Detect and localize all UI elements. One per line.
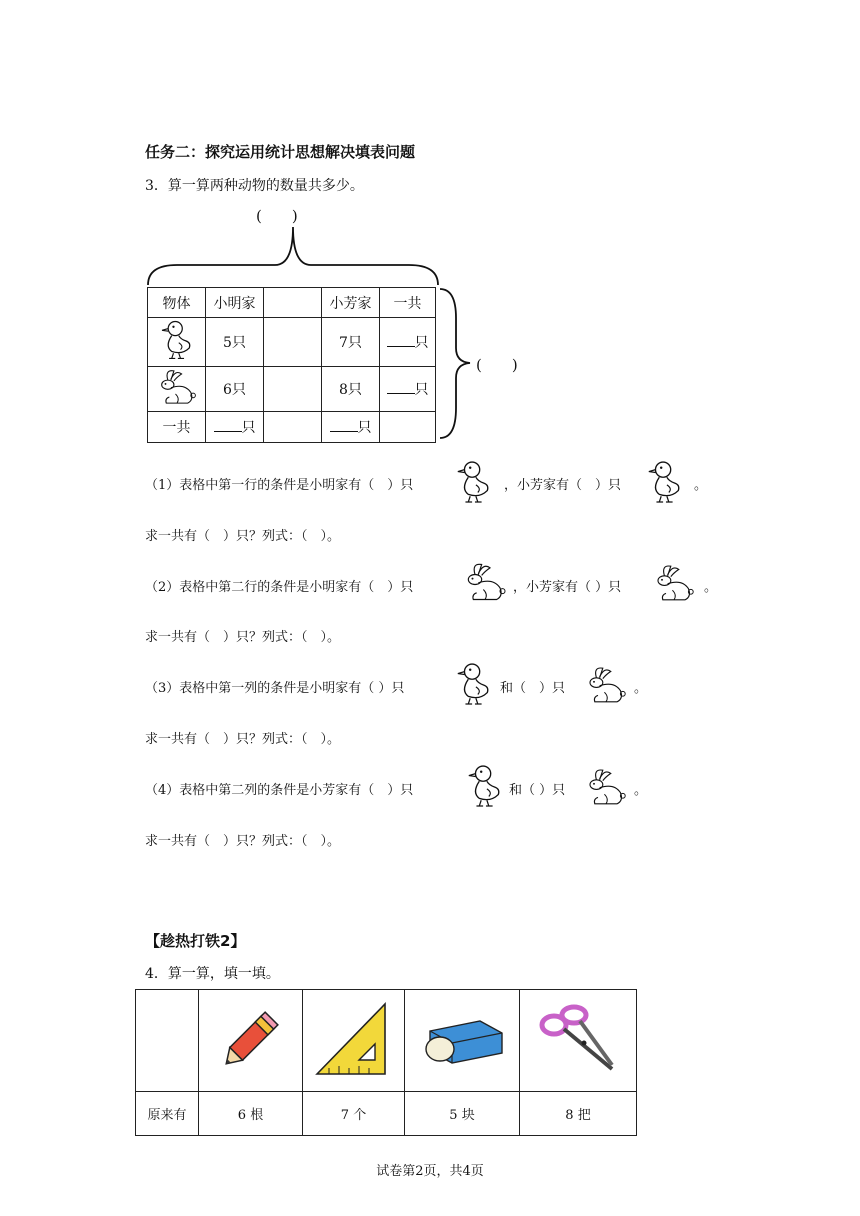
total-xiaofang[interactable]: 只 xyxy=(322,412,380,443)
rabbit-xiaofang: 8只 xyxy=(322,367,380,412)
header-object: 物体 xyxy=(148,288,206,318)
animal-count-table xyxy=(147,287,436,443)
total-xiaoming[interactable]: 只 xyxy=(206,412,264,443)
sub-question-4: （4）表格中第二列的条件是小芳家有（ ）只 xyxy=(145,783,414,798)
rabbit-total[interactable]: 只 xyxy=(380,367,436,412)
sub-question-1: （1）表格中第一行的条件是小明家有（ ）只 xyxy=(145,478,414,493)
scissors-icon xyxy=(538,1003,618,1075)
header-xiaoming: 小明家 xyxy=(206,288,264,318)
duck-total[interactable]: 只 xyxy=(380,318,436,367)
rabbit-icon xyxy=(460,560,510,604)
question-4: 4．算一算，填一填。 xyxy=(145,966,280,982)
rabbit-icon xyxy=(650,562,698,604)
sub-question-1-b: ，小芳家有（ ）只 xyxy=(504,478,622,493)
sub-question-4-b: 和（ ）只 xyxy=(509,783,566,798)
row-label-original: 原来有 xyxy=(136,1092,199,1136)
sub-question-1-ask: 求一共有（ ）只？列式：（ ）。 xyxy=(145,529,341,544)
duck-xiaoming: 5只 xyxy=(206,318,264,367)
period: 。 xyxy=(634,783,648,798)
sub-question-2-b: ，小芳家有（ ）只 xyxy=(513,580,622,595)
top-brace-icon xyxy=(147,225,439,287)
duck-cell xyxy=(148,318,206,367)
stationery-table xyxy=(135,989,637,1136)
period: 。 xyxy=(694,478,708,493)
sub-question-2-ask: 求一共有（ ）只？列式：（ ）。 xyxy=(145,630,341,645)
period: 。 xyxy=(634,681,648,696)
sub-question-2: （2）表格中第二行的条件是小明家有（ ）只 xyxy=(145,580,414,595)
rabbit-cell xyxy=(148,367,206,412)
total-row-label: 一共 xyxy=(148,412,206,443)
duck-xiaofang: 7只 xyxy=(322,318,380,367)
rabbit-icon xyxy=(582,766,630,808)
pencil-count: 6 根 xyxy=(199,1092,303,1136)
triangle-ruler-icon xyxy=(313,1000,395,1078)
duck-icon xyxy=(159,318,195,362)
duck-icon xyxy=(455,660,493,708)
scissors-cell xyxy=(520,990,637,1092)
sub-question-3-b: 和（ ）只 xyxy=(500,681,566,696)
duck-empty xyxy=(264,318,322,367)
scissors-count: 8 把 xyxy=(520,1092,637,1136)
eraser-cell xyxy=(405,990,520,1092)
total-empty xyxy=(264,412,322,443)
section-title: 任务二：探究运用统计思想解决填表问题 xyxy=(145,143,416,161)
rabbit-icon xyxy=(582,664,630,706)
header-xiaofang: 小芳家 xyxy=(322,288,380,318)
header-total: 一共 xyxy=(380,288,436,318)
header-empty xyxy=(264,288,322,318)
rabbit-icon xyxy=(154,367,200,407)
duck-icon xyxy=(466,762,504,810)
pencil-icon xyxy=(216,1006,286,1072)
sub-question-4-ask: 求一共有（ ）只？列式：（ ）。 xyxy=(145,834,341,849)
practice-title: 【趁热打铁2】 xyxy=(145,932,246,950)
duck-icon xyxy=(455,458,493,506)
right-brace-icon xyxy=(438,288,472,440)
sub-question-3: （3）表格中第一列的条件是小明家有（ ）只 xyxy=(145,681,405,696)
rabbit-xiaoming: 6只 xyxy=(206,367,264,412)
period: 。 xyxy=(704,580,718,595)
sub-question-3-ask: 求一共有（ ）只？列式：（ ）。 xyxy=(145,732,341,747)
total-total xyxy=(380,412,436,443)
ruler-count: 7 个 xyxy=(303,1092,405,1136)
rabbit-empty xyxy=(264,367,322,412)
page-footer: 试卷第2页，共4页 xyxy=(376,1164,484,1179)
eraser-count: 5 块 xyxy=(405,1092,520,1136)
question-3: 3．算一算两种动物的数量共多少。 xyxy=(145,178,364,194)
corner-cell xyxy=(136,990,199,1092)
brace-top-blank[interactable]: ( ) xyxy=(256,207,298,225)
duck-icon xyxy=(646,458,684,506)
brace-right-blank[interactable]: ( ) xyxy=(476,356,518,374)
pencil-cell xyxy=(199,990,303,1092)
eraser-icon xyxy=(420,1011,504,1067)
ruler-cell xyxy=(303,990,405,1092)
